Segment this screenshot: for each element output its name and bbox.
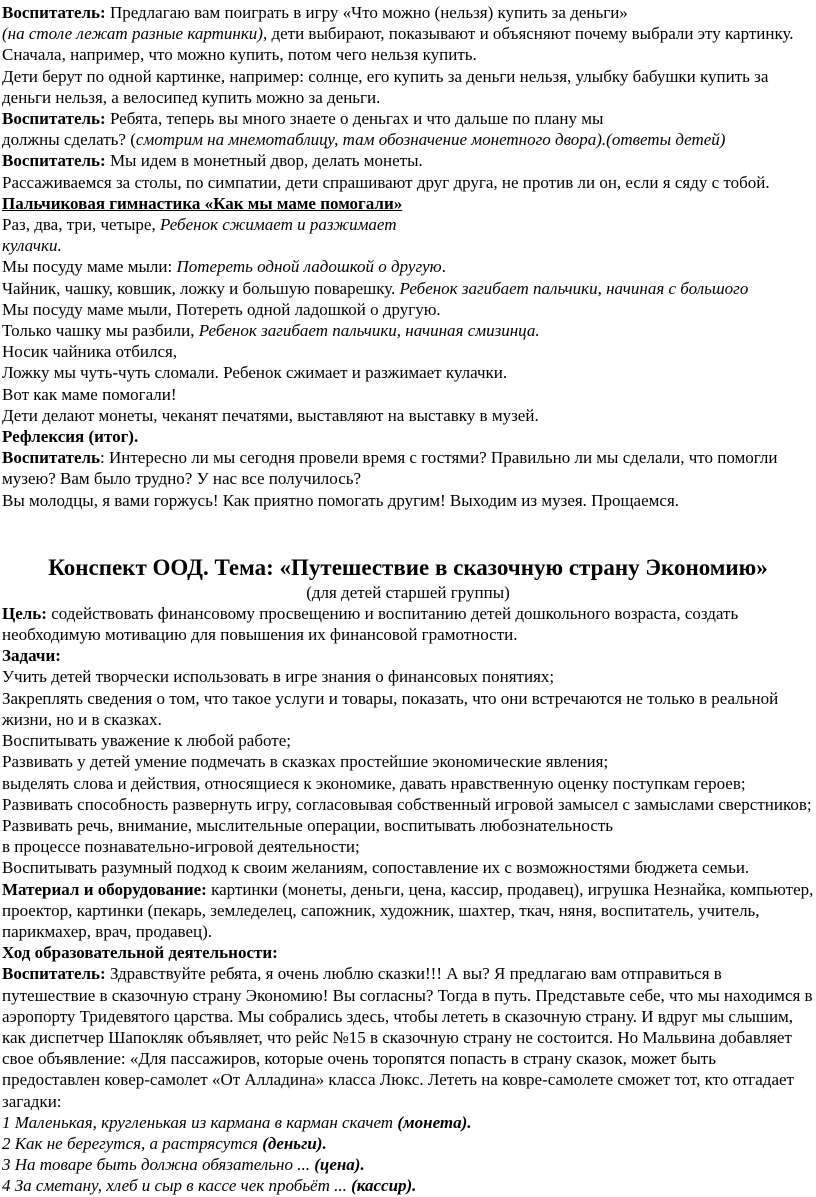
- text-run: Развивать речь, внимание, мыслительные операции, воспитывать любознательность: [2, 815, 614, 835]
- text-run: Предлагаю вам поиграть в игру «Что можно (нельзя) купить за деньги»: [109, 3, 628, 22]
- text-run: , дети выбирают, показывают и объясняют почему выбрали эту картинку. Сначала, например, что можно купить, потом чего нельзя купить.: [2, 24, 794, 65]
- text-run: Потереть одной ладошкой о другую: [176, 257, 442, 277]
- text-run: Ребята, теперь вы много знаете о деньгах и что дальше по плану мы: [109, 109, 604, 129]
- text-run: Учить детей творчески использовать в игре знания о финансовых понятиях;: [2, 667, 555, 687]
- text-run: кулачки.: [2, 236, 62, 256]
- text-run: в процессе познавательно-игровой деятельности;: [2, 837, 360, 857]
- text-run: Раз, два, три, четыре,: [2, 215, 160, 235]
- paragraph-m12: [2, 879, 814, 943]
- paragraph-l6: [2, 150, 814, 171]
- paragraph-l13: [2, 299, 814, 320]
- text-run: Только чашку мы разбили,: [2, 321, 199, 341]
- paragraph-l5: [2, 129, 814, 150]
- paragraph-l20: [2, 447, 814, 489]
- paragraph-m7: [2, 773, 814, 794]
- paragraph-l4: [2, 108, 814, 129]
- paragraph-m4: [2, 688, 814, 730]
- text-run: Ход образовательной деятельности:: [2, 943, 278, 963]
- paragraph-l9: [2, 214, 814, 235]
- section-gap: [2, 511, 814, 545]
- game-section: [2, 2, 814, 511]
- text-run: .: [441, 257, 446, 277]
- text-run: Носик чайника отбился,: [2, 342, 178, 362]
- text-run: Воспитатель: [2, 448, 101, 468]
- text-run: 1 Маленькая, кругленькая из кармана в карман скачет: [2, 1112, 398, 1132]
- text-run: (кассир).: [351, 1176, 417, 1196]
- text-run: (монета).: [397, 1112, 472, 1132]
- paragraph-m13: [2, 942, 814, 963]
- paragraph-l1: [2, 2, 814, 23]
- paragraph-m17: [2, 1154, 814, 1175]
- text-run: Дети берут по одной картинке, например: солнце, его купить за деньги нельзя, улыбку бабушки купить за деньги нельзя, а велосипед купить можно за деньги.: [2, 66, 769, 107]
- text-run: Вы молодцы, я вами горжусь! Как приятно помогать другим! Выходим из музея. Прощаемся.: [2, 490, 680, 510]
- text-run: Воспитатель:: [2, 964, 110, 984]
- text-run: 3 На товаре быть должна обязательно ...: [2, 1155, 315, 1175]
- lesson-section: [2, 603, 814, 1197]
- text-run: Дети делают монеты, чеканят печатями, выставляют на выставку в музей.: [2, 405, 539, 425]
- text-run: 2 Как не берегутся, а растрясутся: [2, 1133, 263, 1153]
- paragraph-m8: [2, 794, 814, 815]
- text-run: Мы посуду маме мыли, Потереть одной ладошкой о другую.: [2, 299, 441, 319]
- paragraph-m18: [2, 1175, 814, 1196]
- paragraph-l21: [2, 490, 814, 511]
- paragraph-m3: [2, 666, 814, 687]
- text-run: Материал и оборудование:: [2, 879, 212, 899]
- text-run: Воспитатель:: [2, 151, 110, 171]
- paragraph-m6: [2, 751, 814, 772]
- paragraph-l7: [2, 172, 814, 193]
- text-run: Развивать способность развернуть игру, согласовывая собственный игровой замысел с замыслами сверстников;: [2, 794, 812, 814]
- paragraph-m10: [2, 836, 814, 857]
- text-run: выделять слова и действия, относящиеся к экономике, давать нравственную оценку поступкам героев;: [2, 773, 746, 793]
- paragraph-l2: [2, 23, 814, 65]
- text-run: Рассаживаемся за столы, по симпатии, дети спрашивают друг друга, не против ли он, если я сяду с тобой.: [2, 172, 770, 192]
- text-run: Воспитатель:: [2, 3, 110, 22]
- text-run: картинки (монеты, деньги, цена, кассир, продавец), игрушка Незнайка, компьютер, проектор, картинки (пекарь, земледелец, сапожник, художник, шахтер, ткач, няня, воспитатель, учитель, парикмахер, врач, продавец).: [2, 879, 814, 941]
- text-run: Ложку мы чуть-чуть сломали. Ребенок сжимает и разжимает кулачки.: [2, 363, 508, 383]
- text-run: Мы посуду маме мыли:: [2, 257, 177, 277]
- text-run: Ребенок загибает пальчики, начиная с большого: [399, 278, 749, 298]
- text-run: (деньги).: [262, 1133, 327, 1153]
- text-run: должны сделать? (: [2, 130, 136, 150]
- lesson-title: Конспект ООД. Тема: «Путешествие в сказочную страну Экономию»: [48, 554, 768, 580]
- paragraph-m5: [2, 730, 814, 751]
- paragraph-l15: [2, 341, 814, 362]
- text-run: Задачи:: [2, 646, 61, 666]
- text-run: смотрим на мнемотаблицу, там обозначение монетного двора).(ответы детей): [135, 130, 726, 150]
- text-run: : Интересно ли мы сегодня провели время с гостями? Правильно ли мы сделали, что помогли музею? Вам было трудно? У нас все получилось?: [2, 448, 778, 489]
- text-run: (на столе лежат разные картинки): [2, 24, 263, 44]
- text-run: Рефлексия (итог).: [2, 427, 139, 447]
- text-run: Цель:: [2, 603, 52, 623]
- paragraph-m2: [2, 645, 814, 666]
- text-run: Пальчиковая гимнастика «Как мы маме помогали»: [2, 193, 403, 213]
- paragraph-l19: [2, 426, 814, 447]
- text-run: Закреплять сведения о том, что такое услуги и товары, показать, что они встречаются не только в реальной жизни, но и в сказках.: [2, 688, 779, 729]
- paragraph-l3: [2, 66, 814, 108]
- paragraph-l18: [2, 405, 814, 426]
- paragraph-l12: [2, 278, 814, 299]
- text-run: Воспитывать разумный подход к своим желаниям, сопоставление их с возможностями бюджета семьи.: [2, 858, 750, 878]
- paragraph-m14: [2, 963, 814, 1111]
- paragraph-m16: [2, 1133, 814, 1154]
- paragraph-l14: [2, 320, 814, 341]
- paragraph-m15: [2, 1112, 814, 1133]
- paragraph-l16: [2, 362, 814, 383]
- text-run: Воспитывать уважение к любой работе;: [2, 731, 291, 751]
- text-run: Ребенок сжимает и разжимает: [159, 215, 397, 235]
- text-run: Развивать у детей умение подмечать в сказках простейшие экономические явления;: [2, 752, 609, 772]
- lesson-subtitle: (для детей старшей группы): [306, 582, 510, 602]
- text-run: Мы идем в монетный двор, делать монеты.: [109, 151, 423, 171]
- paragraph-l11: [2, 256, 814, 277]
- paragraph-l17: [2, 384, 814, 405]
- text-run: (цена).: [314, 1155, 365, 1175]
- paragraph-l8: [2, 193, 814, 214]
- text-run: Воспитатель:: [2, 109, 110, 129]
- text-run: 4 За сметану, хлеб и сыр в кассе чек пробьёт ...: [2, 1176, 352, 1196]
- paragraph-l10: [2, 235, 814, 256]
- text-run: Чайник, чашку, ковшик, ложку и большую поварешку.: [2, 278, 400, 298]
- text-run: Ребенок загибает пальчики, начиная смизинца.: [198, 321, 540, 341]
- paragraph-m1: [2, 603, 814, 645]
- paragraph-m11: [2, 857, 814, 878]
- text-run: Здравствуйте ребята, я очень люблю сказки!!! А вы? Я предлагаю вам отправиться в путешествие в сказочную страну Экономию! Вы согласны? Тогда в путь. Представьте себе, что мы находимся в аэропорту Тридевятого царства. Мы собрались здесь, чтобы лететь в сказочную страну. И вдруг мы слышим, как диспетчер Шапокляк объявляет, что рейс №15 в сказочную страну не состоится. Но Мальвина добавляет свое объявление: «Для пассажиров, которые очень торопятся попасть в страну сказок, может быть предоставлен ковер-самолет «От Алладина» класса Люкс. Лететь на ковре-самолете сможет тот, кто отгадает загадки:: [2, 964, 813, 1111]
- text-run: Вот как маме помогали!: [2, 384, 177, 404]
- paragraph-m9: [2, 815, 814, 836]
- text-run: содействовать финансовому просвещению и воспитанию детей дошкольного возраста, создать необходимую мотивацию для повышения их финансовой грамотности.: [2, 603, 739, 645]
